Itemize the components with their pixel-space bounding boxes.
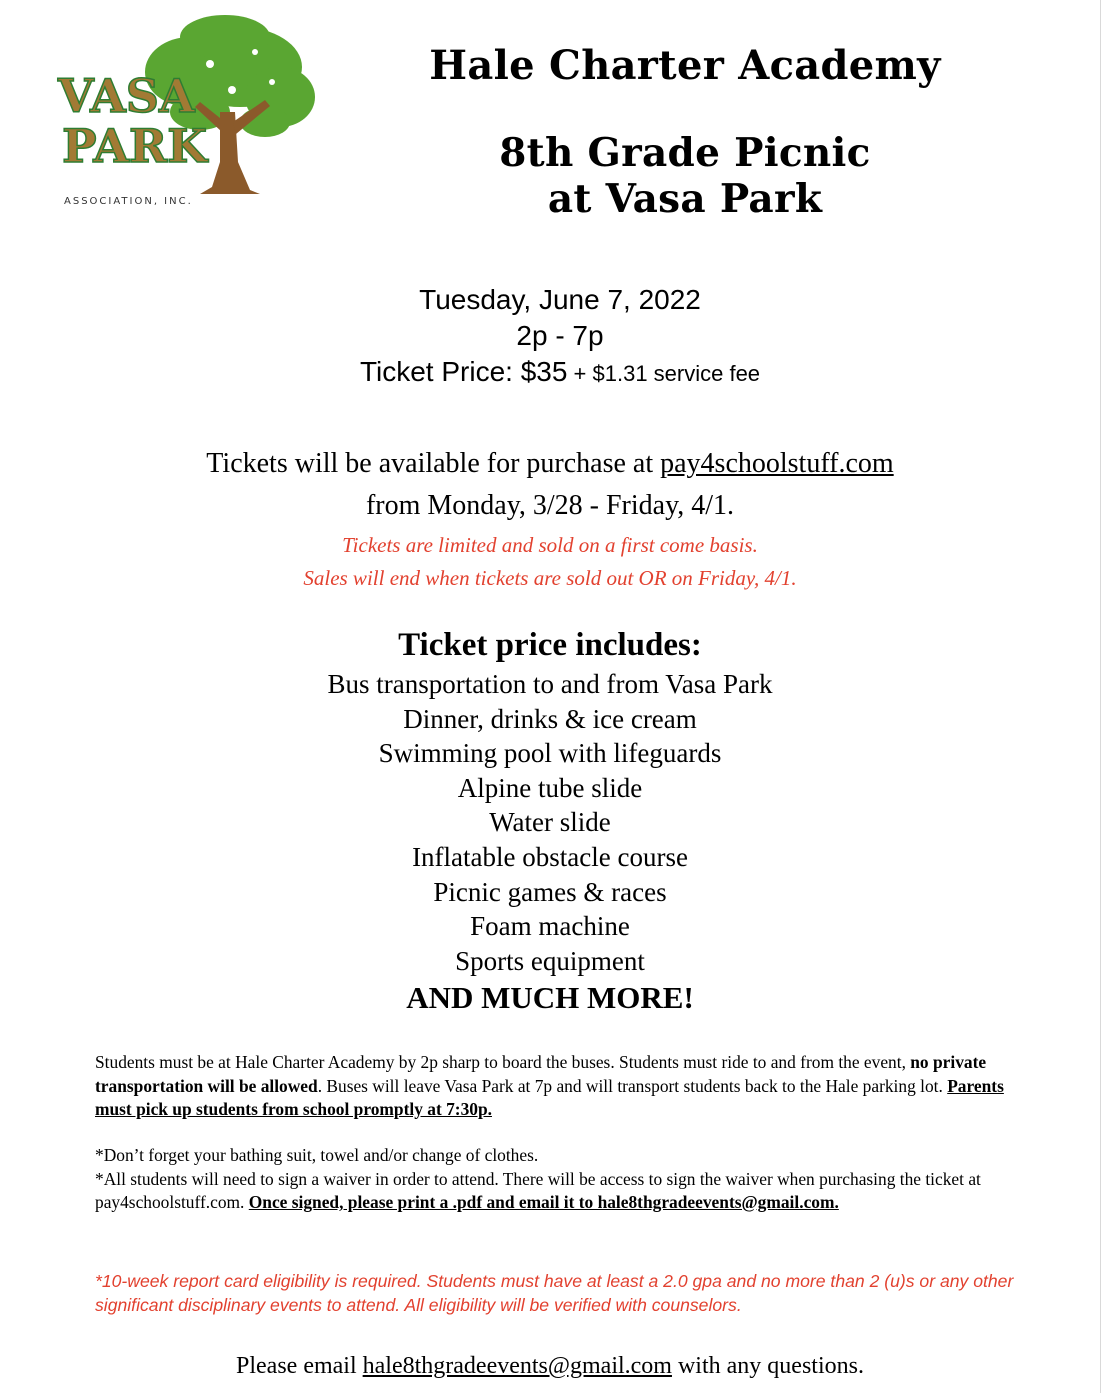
availability-line1 — [0, 443, 1100, 485]
waiver-email-instruction: Once signed, please print a .pdf and email it to hale8thgradeevents@gmail.com. — [248, 1192, 839, 1212]
event-time: 2p - 7p — [516, 320, 604, 351]
transport-paragraph — [95, 1051, 1035, 1122]
event-date: Tuesday, June 7, 2022 — [419, 284, 701, 315]
transport-text-b: . Buses will leave Vasa Park at 7p and will transport students back to the Hale parking lot. — [317, 1075, 948, 1096]
list-item: Water slide — [489, 807, 611, 838]
service-fee: + $1.31 service fee — [567, 361, 761, 386]
list-item: Sports equipment — [455, 945, 645, 976]
contact-email-link[interactable]: hale8thgradeevents@gmail.com — [362, 1353, 672, 1379]
notes-paragraph — [95, 1144, 1035, 1215]
pickup-notice: Parents must pick up students from school promptly at 7:30p. — [95, 1075, 1004, 1119]
list-item: Swimming pool with lifeguards — [378, 738, 722, 769]
no-private-transport: no private transportation will be allowed — [95, 1052, 987, 1096]
logo-line2: PARK — [62, 119, 208, 173]
list-item: Inflatable obstacle course — [412, 841, 688, 872]
list-item: Picnic games & races — [433, 876, 667, 907]
list-item: Bus transportation to and from Vasa Park — [327, 669, 773, 699]
and-much-more: AND MUCH MORE! — [406, 980, 694, 1015]
event-title — [390, 130, 980, 222]
ticket-price — [290, 354, 830, 392]
ticket-price-label: Ticket Price: $35 — [359, 356, 568, 387]
eligibility-notice: *10-week report card eligibility is required. Students must have at least a 2.0 gpa and no more than 2 (u)s or any other significant disciplinary events to attend. All eligibility will be verified with counselors. — [95, 1271, 1014, 1315]
school-title: Hale Charter Academy — [429, 42, 941, 89]
bathing-suit-note: *Don’t forget your bathing suit, towel and/or change of clothes. — [95, 1145, 539, 1165]
availability-prefix: Tickets will be available for purchase at — [206, 448, 661, 479]
contact-suffix: with any questions. — [671, 1353, 864, 1379]
list-item: Dinner, drinks & ice cream — [403, 703, 697, 734]
includes-heading: Ticket price includes: — [398, 627, 702, 663]
waiver-text: *All students will need to sign a waiver in order to attend. There will be access to sign the waiver when purchasing the ticket at pay4schoolstuff.com. — [95, 1168, 981, 1212]
ticket-availability — [0, 443, 1100, 527]
ticket-notice-line1: Tickets are limited and sold on a first come basis. — [342, 533, 758, 557]
transport-text-a: Students must be at Hale Charter Academy by 2p sharp to board the buses. Students must ride to and from the event, — [95, 1052, 911, 1072]
event-title-line2: at Vasa Park — [547, 176, 823, 222]
contact-line — [0, 1353, 1100, 1380]
logo-line1: VASA — [58, 69, 195, 123]
event-title-line1: 8th Grade Picnic — [499, 130, 871, 176]
list-item: Foam machine — [470, 911, 630, 942]
waiver-note — [95, 1168, 1035, 1215]
contact-prefix: Please email — [236, 1353, 363, 1379]
event-details — [290, 282, 830, 392]
ticket-notice-line2: Sales will end when tickets are sold out OR on Friday, 4/1. — [303, 566, 797, 590]
logo-subtitle: ASSOCIATION, INC. — [64, 196, 193, 207]
vasa-park-logo — [50, 12, 320, 212]
list-item: Alpine tube slide — [457, 772, 643, 803]
ticket-notice — [0, 529, 1100, 595]
availability-line2: from Monday, 3/28 - Friday, 4/1. — [365, 490, 735, 521]
purchase-site-link[interactable]: pay4schoolstuff.com — [660, 448, 894, 479]
includes-list — [0, 667, 1100, 978]
